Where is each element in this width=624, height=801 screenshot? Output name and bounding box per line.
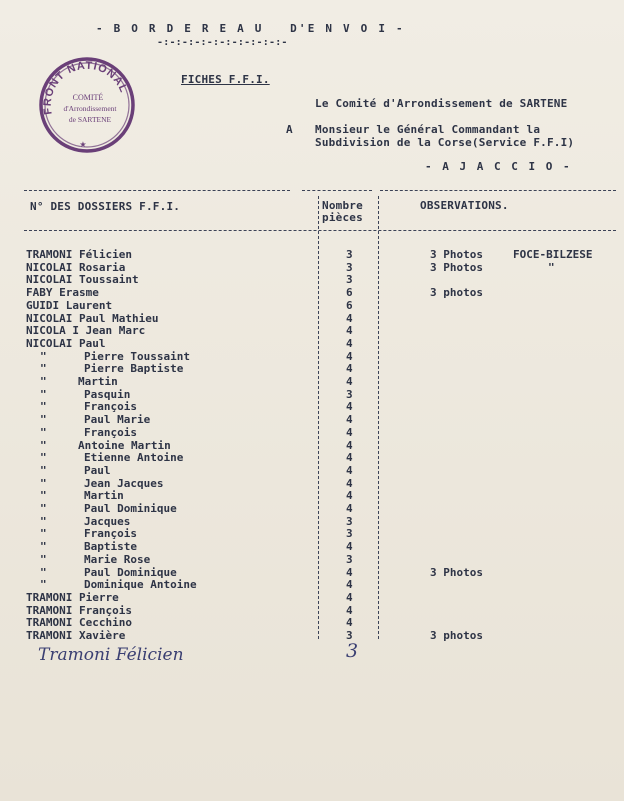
piece-count: 4 xyxy=(346,476,353,490)
table-row xyxy=(0,273,624,286)
header-nombre: Nombre xyxy=(322,199,363,212)
ditto-mark: " xyxy=(40,489,47,503)
table-row xyxy=(0,477,624,490)
piece-count: 4 xyxy=(346,400,353,414)
dossier-name: FABY Erasme xyxy=(26,286,99,300)
piece-count: 3 xyxy=(346,260,353,274)
piece-count: 4 xyxy=(346,489,353,503)
table-row xyxy=(0,604,624,617)
ditto-mark: " xyxy=(40,375,47,388)
observation: 3 photos xyxy=(430,286,483,300)
table-row xyxy=(0,286,624,299)
addressee-prefix: A xyxy=(286,123,293,136)
table-row xyxy=(0,388,624,401)
table-row xyxy=(0,299,624,312)
ditto-mark: " xyxy=(40,400,47,414)
dossier-name: NICOLA I Jean Marc xyxy=(26,324,146,338)
table-row xyxy=(0,540,624,553)
ditto-mark: " xyxy=(40,451,47,465)
dossier-name: Jacques xyxy=(84,514,131,528)
table-row xyxy=(0,515,624,528)
dossier-name: Antoine Martin xyxy=(78,438,171,452)
ditto-mark: " xyxy=(40,387,47,401)
dossier-name: François xyxy=(84,400,137,414)
dossier-name: Paul xyxy=(84,463,111,477)
dossier-name: Paul Marie xyxy=(84,413,151,427)
table-row xyxy=(0,426,624,439)
observation: 3 photos xyxy=(430,629,483,642)
piece-count: 4 xyxy=(346,349,353,363)
dossier-name: GUIDI Laurent xyxy=(26,298,113,312)
piece-count: 4 xyxy=(346,540,353,554)
table-row xyxy=(0,527,624,540)
ditto-mark: " xyxy=(40,349,47,363)
piece-count: 4 xyxy=(346,375,353,388)
table-row xyxy=(0,489,624,502)
dossier-name: TRAMONI François xyxy=(26,603,132,617)
piece-count: 4 xyxy=(346,463,353,477)
piece-count: 6 xyxy=(346,298,353,312)
table-row xyxy=(0,400,624,413)
dossier-name: Pierre Toussaint xyxy=(84,349,190,363)
piece-count: 3 xyxy=(346,387,353,401)
piece-count: 4 xyxy=(346,438,353,452)
dossier-name: Paul Dominique xyxy=(84,502,177,515)
table-row xyxy=(0,629,624,642)
table-row xyxy=(0,451,624,464)
ditto-mark: " xyxy=(40,565,47,579)
ditto-mark: " xyxy=(40,514,47,528)
dossier-name: NICOLAI Paul xyxy=(26,336,106,350)
table-row xyxy=(0,261,624,274)
stamp-line-1: COMITÉ xyxy=(72,93,104,102)
piece-count: 3 xyxy=(346,514,353,528)
stamp-star-icon: ★ xyxy=(79,140,87,149)
piece-count: 4 xyxy=(346,578,353,592)
ditto-mark: " xyxy=(40,425,47,439)
piece-count: 4 xyxy=(346,451,353,465)
piece-count: 3 xyxy=(346,552,353,566)
piece-count: 4 xyxy=(346,425,353,439)
piece-count: 4 xyxy=(346,590,353,604)
observation: 3 Photos xyxy=(430,260,483,274)
dossier-name: TRAMONI Xavière xyxy=(26,629,126,642)
stamp-outer-text: FRONT NATIONAL xyxy=(41,59,130,116)
destination-city: - A J A C C I O - xyxy=(425,160,572,173)
dossier-name: TRAMONI Cecchino xyxy=(26,616,132,630)
piece-count: 4 xyxy=(346,413,353,427)
ditto-mark: " xyxy=(40,552,47,566)
piece-count: 4 xyxy=(346,362,353,376)
table-row xyxy=(0,312,624,325)
dossier-name: TRAMONI Pierre xyxy=(26,590,119,604)
piece-count: 3 xyxy=(346,273,353,287)
table-row xyxy=(0,337,624,350)
piece-count: 4 xyxy=(346,324,353,338)
piece-count: 4 xyxy=(346,336,353,350)
table-top-rule-3 xyxy=(380,190,616,191)
addressee-line-1: Monsieur le Général Commandant la xyxy=(315,123,541,136)
document-title: - B O R D E R E A U D'E N V O I - xyxy=(96,22,405,35)
ditto-mark: " xyxy=(40,438,47,452)
piece-count: 4 xyxy=(346,502,353,515)
header-dossiers: N° DES DOSSIERS F.F.I. xyxy=(30,200,181,213)
dossier-name: Martin xyxy=(78,375,118,388)
piece-count: 6 xyxy=(346,286,353,300)
dossier-name: Dominique Antoine xyxy=(84,578,197,592)
table-row xyxy=(0,464,624,477)
handwritten-signature: Tramoni Félicien xyxy=(38,645,184,665)
stamp-line-3: de SARTENE xyxy=(68,115,112,124)
handwritten-total: 3 xyxy=(346,640,359,662)
table-row xyxy=(0,439,624,452)
table-row xyxy=(0,553,624,566)
piece-count: 3 xyxy=(346,248,353,261)
piece-count: 4 xyxy=(346,565,353,579)
dossier-name: Pasquin xyxy=(84,387,131,401)
table-row xyxy=(0,616,624,629)
dossier-name: Paul Dominique xyxy=(84,565,177,579)
ditto-mark: " xyxy=(40,362,47,376)
ditto-mark: " xyxy=(40,413,47,427)
dossier-name: TRAMONI Félicien xyxy=(26,248,132,261)
table-row xyxy=(0,502,624,515)
table-row xyxy=(0,591,624,604)
piece-count: 4 xyxy=(346,603,353,617)
ditto-mark: " xyxy=(40,502,47,515)
dossier-name: Pierre Baptiste xyxy=(84,362,184,376)
observation-extra: FOCE-BILZESE xyxy=(513,248,593,261)
title-underline: -:-:-:-:-:-:-:-:-:-:- xyxy=(157,37,288,48)
dossier-name: NICOLAI Toussaint xyxy=(26,273,139,287)
observation-extra: " xyxy=(548,260,555,274)
dossier-name: Etienne Antoine xyxy=(84,451,184,465)
table-header-rule xyxy=(24,230,616,231)
piece-count: 4 xyxy=(346,311,353,325)
table-top-rule-2 xyxy=(302,190,372,191)
dossier-name: Jean Jacques xyxy=(84,476,164,490)
header-observations: OBSERVATIONS. xyxy=(420,199,509,212)
dossier-name: François xyxy=(84,527,137,541)
fiches-heading: FICHES F.F.I. xyxy=(181,73,270,86)
observation: 3 Photos xyxy=(430,248,483,261)
ditto-mark: " xyxy=(40,463,47,477)
header-pieces: pièces xyxy=(322,211,363,224)
observation: 3 Photos xyxy=(430,565,483,579)
dossier-name: Marie Rose xyxy=(84,552,151,566)
stamp-line-2: d'Arrondissement xyxy=(63,104,117,113)
dossier-name: NICOLAI Paul Mathieu xyxy=(26,311,159,325)
addressee-line-2: Subdivision de la Corse(Service F.F.I) xyxy=(315,136,575,149)
table-row xyxy=(0,413,624,426)
dossier-name: Martin xyxy=(84,489,124,503)
table-row xyxy=(0,248,624,261)
table-row xyxy=(0,375,624,388)
dossier-name: NICOLAI Rosaria xyxy=(26,260,126,274)
front-national-stamp xyxy=(38,56,136,154)
ditto-mark: " xyxy=(40,527,47,541)
table-row xyxy=(0,578,624,591)
piece-count: 3 xyxy=(346,527,353,541)
table-top-rule-1 xyxy=(24,190,290,191)
dossier-name: Baptiste xyxy=(84,540,137,554)
table-row xyxy=(0,350,624,363)
table-row xyxy=(0,362,624,375)
table-row xyxy=(0,324,624,337)
table-row xyxy=(0,566,624,579)
piece-count: 4 xyxy=(346,616,353,630)
piece-count: 3 xyxy=(346,629,353,642)
sender-line: Le Comité d'Arrondissement de SARTENE xyxy=(315,97,568,110)
ditto-mark: " xyxy=(40,540,47,554)
dossier-name: François xyxy=(84,425,137,439)
ditto-mark: " xyxy=(40,578,47,592)
ditto-mark: " xyxy=(40,476,47,490)
